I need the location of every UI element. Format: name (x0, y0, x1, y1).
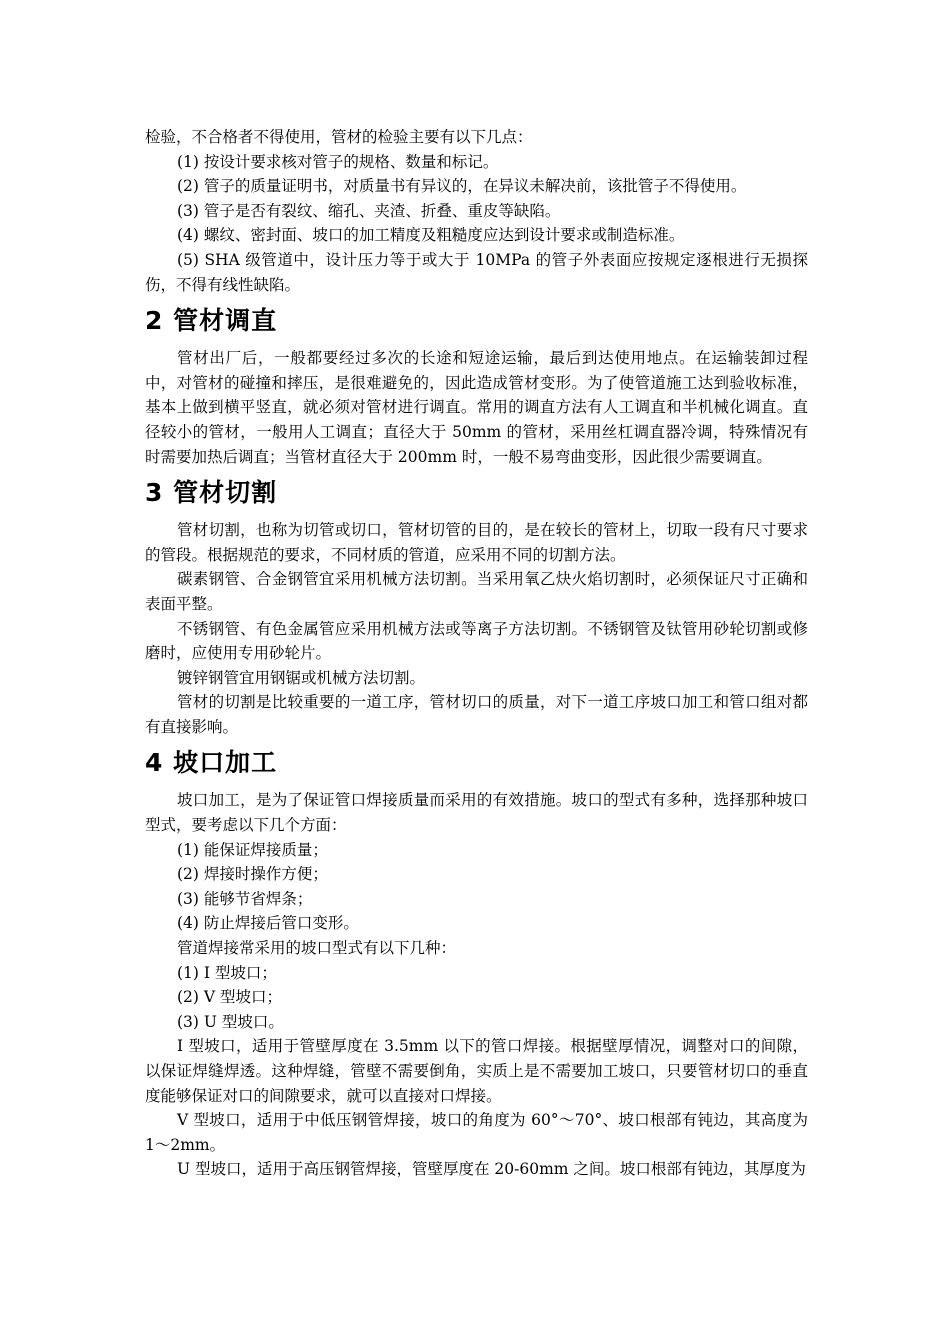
paragraph-v-bevel: V 型坡口，适用于中低压钢管焊接，坡口的角度为 60°～70°、坡口根部有钝边，其高度为 1～2mm。 (145, 1111, 808, 1154)
paragraph-bevel-intro: 坡口加工，是为了保证管口焊接质量而采用的有效措施。坡口的型式有多种，选择那种坡口型式，要考虑以下几个方面： (145, 791, 808, 835)
heading-bevel-processing: 4 坡口加工 (145, 748, 278, 778)
inspection-item-5: (5) SHA 级管道中，设计压力等于或大于 10MPa 的管子外表面应按规定逐根进行无损探伤，不得有线性缺陷。 (145, 250, 808, 294)
heading-pipe-straightening: 2 管材调直 (145, 306, 278, 336)
paragraph-straightening: 管材出厂后，一般都要经过多次的长途和短途运输，最后到达使用地点。在运输装卸过程中，对管材的碰撞和摔压，是很难避免的，因此造成管材变形。为了使管道施工达到验收标准，基本上做到横平竖直，就必须对管材进行调直。常用的调直方法有人工调直和半机械化调直。直径较小的管材，一般用人工调直；直径大于 50mm 的管材，采用丝杠调直器冷调，特殊情况有时需要加热后调直；当管材直径大于 200mm 时，一般不易弯曲变形，因此很少需要调直。 (145, 349, 808, 466)
paragraph-cutting-4: 镀锌钢管宜用钢锯或机械方法切割。 (177, 668, 426, 687)
paragraph-inspection-intro: 检验，不合格者不得使用，管材的检验主要有以下几点： (145, 128, 533, 146)
paragraph-u-bevel: U 型坡口，适用于高压钢管焊接，管壁厚度在 20-60mm 之间。坡口根部有钝边，其厚度为 (177, 1160, 806, 1179)
consideration-item-4: (4) 防止焊接后管口变形。 (177, 914, 359, 933)
paragraph-bevel-types-intro: 管道焊接常采用的坡口型式有以下几种： (177, 939, 457, 958)
bevel-type-item-1: (1) I 型坡口； (177, 963, 277, 982)
paragraph-cutting-1: 管材切割，也称为切管或切口，管材切管的目的，是在较长的管材上，切取一段有尺寸要求的管段。根据规范的要求，不同材质的管道，应采用不同的切割方法。 (145, 521, 808, 564)
bevel-type-item-3: (3) U 型坡口。 (177, 1012, 284, 1031)
consideration-item-1: (1) 能保证焊接质量； (177, 840, 328, 859)
paragraph-i-bevel: I 型坡口，适用于管壁厚度在 3.5mm 以下的管口焊接。根据壁厚情况，调整对口的间隙，以保证焊缝焊透。这种焊缝，管壁不需要倒角，实质上是不需要加工坡口，只要管材切口的垂直度能够保证对口的间隙要求，就可以直接对口焊接。 (145, 1037, 808, 1105)
bevel-type-item-2: (2) V 型坡口； (177, 988, 283, 1007)
heading-pipe-cutting: 3 管材切割 (145, 478, 278, 508)
consideration-item-3: (3) 能够节省焊条； (177, 889, 313, 908)
paragraph-cutting-3: 不锈钢管、有色金属管应采用机械方法或等离子方法切割。不锈钢管及钛管用砂轮切割或修磨时，应使用专用砂轮片。 (145, 619, 808, 663)
inspection-item-1: (1) 按设计要求核对管子的规格、数量和标记。 (177, 152, 499, 171)
inspection-item-2: (2) 管子的质量证明书，对质量书有异议的，在异议未解决前，该批管子不得使用。 (177, 177, 747, 196)
paragraph-cutting-2: 碳素钢管、合金钢管宜采用机械方法切割。当采用氧乙炔火焰切割时，必须保证尺寸正确和表面平整。 (145, 570, 808, 613)
consideration-item-2: (2) 焊接时操作方便； (177, 865, 328, 884)
paragraph-cutting-5: 管材的切割是比较重要的一道工序，管材切口的质量，对下一道工序坡口加工和管口组对都有直接影响。 (145, 693, 808, 736)
inspection-item-3: (3) 管子是否有裂纹、缩孔、夹渣、折叠、重皮等缺陷。 (177, 201, 561, 220)
inspection-item-4: (4) 螺纹、密封面、坡口的加工精度及粗糙度应达到设计要求或制造标准。 (177, 226, 685, 245)
